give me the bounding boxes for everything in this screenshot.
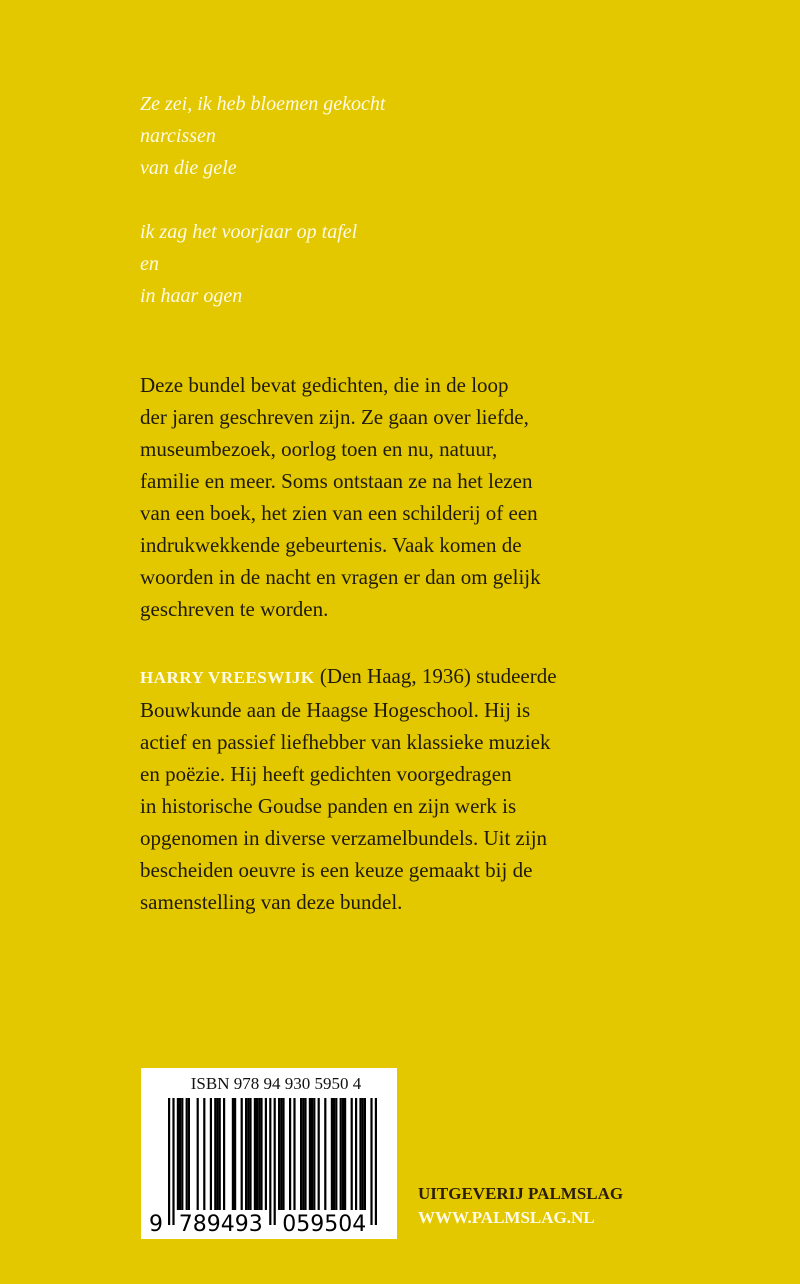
poem-stanza	[140, 88, 385, 184]
barcode-bar	[351, 1098, 353, 1210]
barcode-bar	[241, 1098, 243, 1210]
bio-line: actief en passief liefhebber van klassieke muziek	[140, 730, 551, 754]
isbn-barcode	[141, 1068, 397, 1239]
bio-line: samenstelling van deze bundel.	[140, 890, 403, 914]
barcode-bar	[324, 1098, 326, 1210]
barcode-bar	[265, 1098, 267, 1210]
barcode-bar	[216, 1098, 218, 1210]
poem-excerpt	[140, 88, 385, 344]
barcode-bar	[364, 1098, 366, 1210]
barcode-bar	[219, 1098, 221, 1210]
barcode-bar	[177, 1098, 179, 1210]
poem-stanza	[140, 216, 385, 312]
bio-line: bescheiden oeuvre is een keuze gemaakt bij de	[140, 858, 533, 882]
author-bio	[140, 660, 557, 918]
description-line: Deze bundel bevat gedichten, die in de loop	[140, 373, 509, 397]
barcode-bar	[289, 1098, 291, 1210]
barcode-digits: 059504	[282, 1212, 367, 1237]
poem-line: Ze zei, ik heb bloemen gekocht	[140, 93, 386, 115]
book-description	[140, 369, 541, 625]
barcode-bar	[313, 1098, 315, 1210]
barcode-bar	[186, 1098, 188, 1210]
description-line: geschreven te worden.	[140, 597, 329, 621]
barcode-bar	[344, 1098, 346, 1210]
barcode-bar	[210, 1098, 212, 1210]
description-line: van een boek, het zien van een schilderij of een	[140, 501, 538, 525]
description-line: museumbezoek, oorlog toen en nu, natuur,	[140, 437, 498, 461]
publisher-name: UITGEVERIJ PALMSLAG	[418, 1184, 624, 1203]
publisher-info	[418, 1182, 623, 1230]
poem-line: van die gele	[140, 157, 237, 179]
barcode-bar	[362, 1098, 364, 1210]
barcode-bar	[245, 1098, 247, 1210]
barcode-bar	[333, 1098, 335, 1210]
barcode-bar	[375, 1098, 377, 1225]
barcode-bar	[249, 1098, 251, 1210]
barcode-bar	[223, 1098, 225, 1210]
barcode-bar	[258, 1098, 260, 1210]
bio-line	[140, 660, 557, 694]
barcode-bar	[280, 1098, 282, 1210]
barcode-bar	[311, 1098, 313, 1210]
barcode-bar	[197, 1098, 199, 1210]
barcode-digits: 789493	[178, 1212, 263, 1237]
bio-line: opgenomen in diverse verzamelbundels. Uit zijn	[140, 826, 548, 850]
barcode-bar	[342, 1098, 344, 1210]
barcode-bars	[141, 1068, 397, 1239]
barcode-bar	[256, 1098, 258, 1210]
barcode-bar	[269, 1098, 271, 1225]
barcode-bar	[214, 1098, 216, 1210]
barcode-bar	[254, 1098, 256, 1210]
publisher-url: WWW.PALMSLAG.NL	[418, 1208, 595, 1227]
barcode-bar	[234, 1098, 236, 1210]
bio-line: in historische Goudse panden en zijn werk is	[140, 794, 517, 818]
barcode-bar	[282, 1098, 284, 1210]
poem-line: narcissen	[140, 125, 216, 147]
author-name: HARRY VREESWIJK	[140, 668, 315, 687]
barcode-bar	[260, 1098, 262, 1210]
barcode-bar	[168, 1098, 170, 1225]
barcode-bar	[300, 1098, 302, 1210]
description-line: familie en meer. Soms ontstaan ze na het lezen	[140, 469, 533, 493]
barcode-bar	[232, 1098, 234, 1210]
description-line: woorden in de nacht en vragen er dan om gelijk	[140, 565, 541, 589]
poem-line: ik zag het voorjaar op tafel	[140, 221, 358, 243]
barcode-bar	[318, 1098, 320, 1210]
barcode-bar	[370, 1098, 372, 1225]
barcode-bar	[293, 1098, 295, 1210]
barcode-bar	[335, 1098, 337, 1210]
bio-first-line: (Den Haag, 1936) studeerde	[314, 664, 557, 688]
barcode-bar	[179, 1098, 181, 1210]
isbn-label: ISBN 978 94 930 5950 4	[190, 1074, 362, 1093]
poem-line: in haar ogen	[140, 285, 243, 307]
barcode-bar	[355, 1098, 357, 1210]
poem-line: en	[140, 253, 159, 275]
barcode-digits: 9	[149, 1212, 163, 1237]
barcode-bar	[309, 1098, 311, 1210]
bio-line: Bouwkunde aan de Haagse Hogeschool. Hij is	[140, 698, 531, 722]
barcode-bar	[302, 1098, 304, 1210]
barcode-bar	[247, 1098, 249, 1210]
barcode-bar	[203, 1098, 205, 1210]
barcode-bar	[278, 1098, 280, 1210]
barcode-bar	[181, 1098, 183, 1210]
description-line: der jaren geschreven zijn. Ze gaan over liefde,	[140, 405, 529, 429]
barcode-bar	[340, 1098, 342, 1210]
barcode-bar	[172, 1098, 174, 1225]
barcode-bar	[188, 1098, 190, 1210]
bio-line: en poëzie. Hij heeft gedichten voorgedragen	[140, 762, 512, 786]
barcode-bar	[304, 1098, 306, 1210]
barcode-bar	[331, 1098, 333, 1210]
barcode-bar	[359, 1098, 361, 1210]
barcode-bar	[274, 1098, 276, 1225]
description-line: indrukwekkende gebeurtenis. Vaak komen de	[140, 533, 522, 557]
